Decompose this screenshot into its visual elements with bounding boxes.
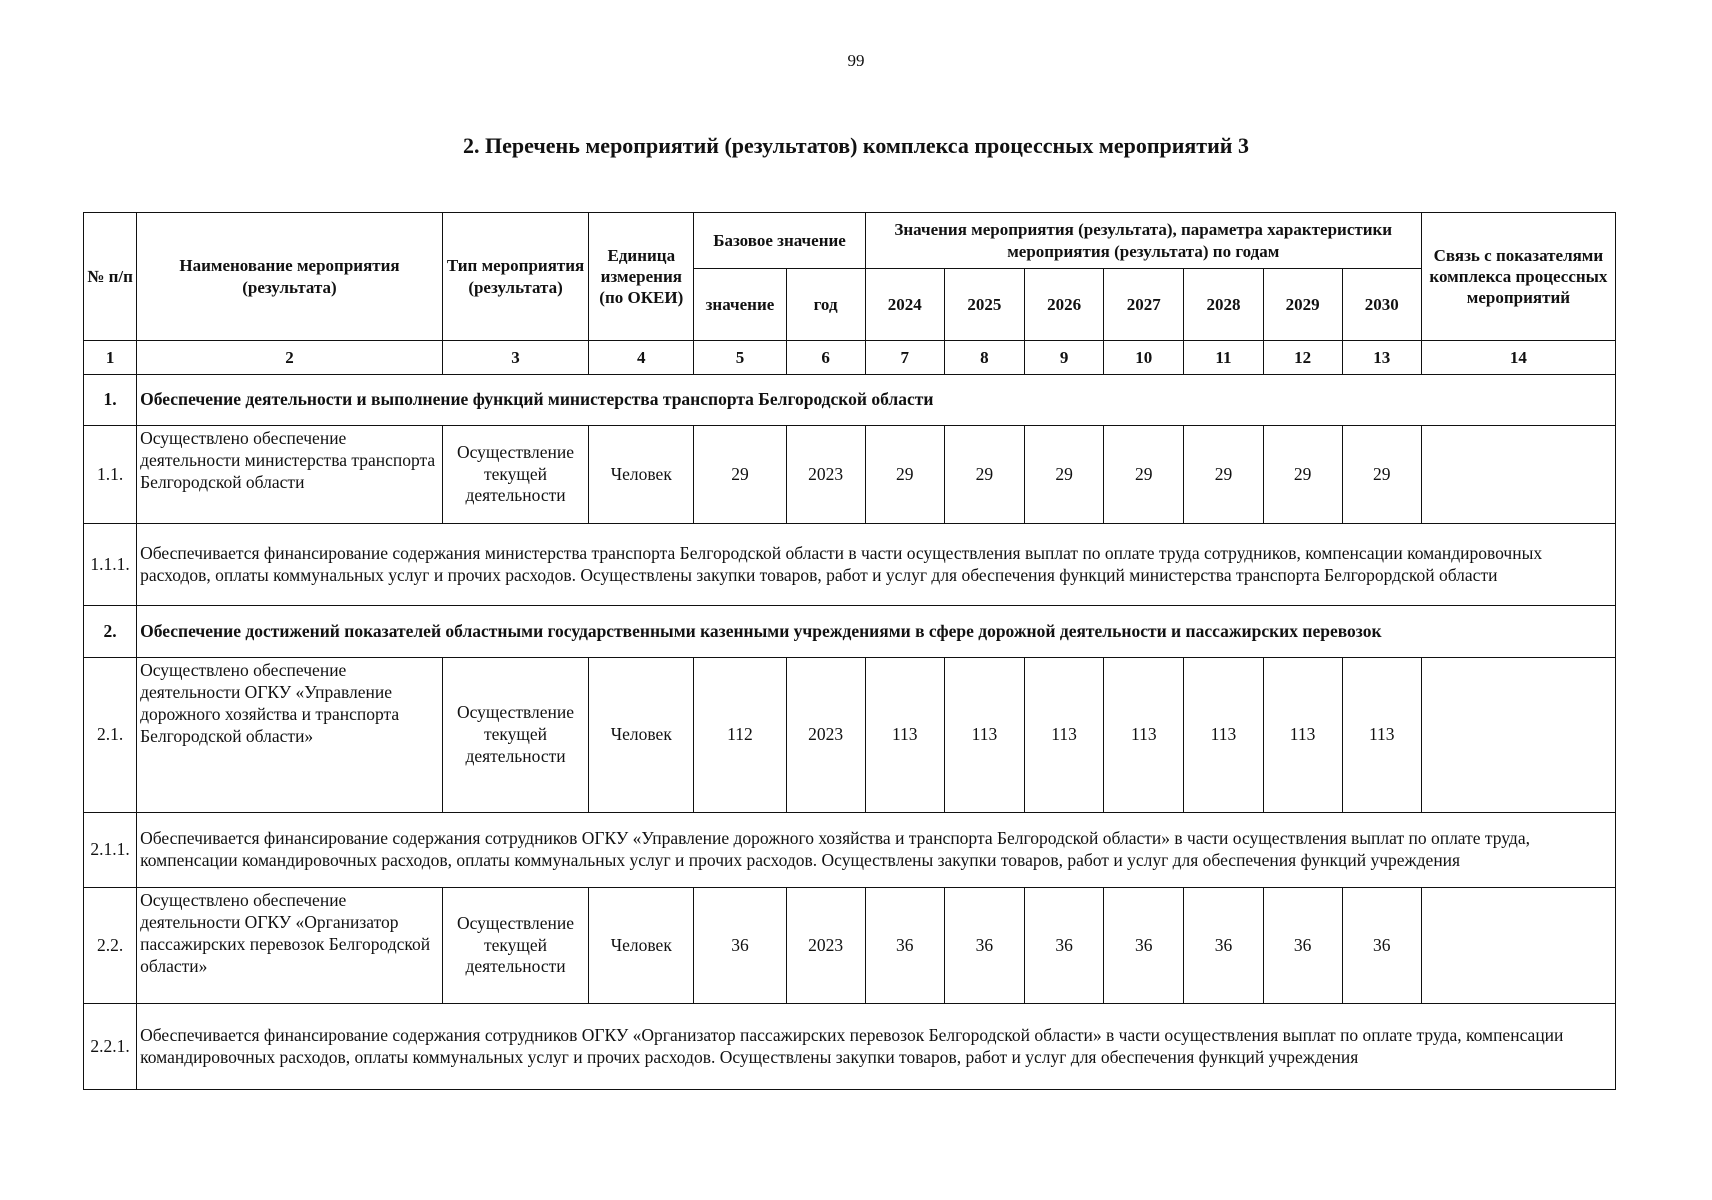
section-title: Обеспечение деятельности и выполнение функций министерства транспорта Белгородской области [137, 375, 1616, 426]
detail-num: 1.1.1. [84, 524, 137, 606]
column-number: 5 [694, 341, 786, 375]
row-value: 113 [1342, 658, 1421, 813]
row-base-value: 36 [694, 888, 786, 1004]
row-name: Осуществлено обеспечение деятельности министерства транспорта Белгородской области [137, 426, 443, 524]
row-value: 29 [1025, 426, 1104, 524]
header-num: № п/п [84, 213, 137, 341]
header-year: 2030 [1342, 269, 1421, 341]
header-type: Тип мероприятия (результата) [442, 213, 588, 341]
header-year: 2024 [865, 269, 944, 341]
section-title: Обеспечение достижений показателей областными государственными казенными учреждениями в сфере дорожной деятельности и пассажирских перевозок [137, 606, 1616, 658]
detail-row [84, 813, 1616, 888]
row-value: 29 [1342, 426, 1421, 524]
detail-text: Обеспечивается финансирование содержания сотрудников ОГКУ «Управление дорожного хозяйства и транспорта Белгородской области» в части осуществления выплат по оплате труда, компенсации командировочных расходов, оплаты коммунальных услуг и прочих расходов. Осуществлены закупки товаров, работ и услуг для обеспечения функций учреждения [137, 813, 1616, 888]
row-value: 29 [1184, 426, 1263, 524]
row-link [1421, 658, 1615, 813]
row-value: 29 [865, 426, 944, 524]
page-title: 2. Перечень мероприятий (результатов) комплекса процессных мероприятий 3 [463, 133, 1249, 158]
header-year: 2025 [944, 269, 1024, 341]
column-number: 9 [1025, 341, 1104, 375]
detail-text: Обеспечивается финансирование содержания сотрудников ОГКУ «Организатор пассажирских перевозок Белгородской области» в части осуществления выплат по оплате труда, компенсации командировочных расходов, оплаты коммунальных услуг и прочих расходов. Осуществлены закупки товаров, работ и услуг для обеспечения функций учреждения [137, 1004, 1616, 1090]
row-value: 36 [1184, 888, 1263, 1004]
detail-row [84, 524, 1616, 606]
column-number: 7 [865, 341, 944, 375]
header-name: Наименование мероприятия (результата) [137, 213, 443, 341]
table-row [84, 888, 1616, 1004]
header-base: Базовое значение [694, 213, 865, 269]
detail-num: 2.2.1. [84, 1004, 137, 1090]
column-number: 12 [1263, 341, 1342, 375]
column-number: 1 [84, 341, 137, 375]
row-type: Осуществление текущей деятельности [442, 658, 588, 813]
row-value: 36 [1104, 888, 1184, 1004]
row-value: 36 [1263, 888, 1342, 1004]
row-num: 2.2. [84, 888, 137, 1004]
column-number: 2 [137, 341, 443, 375]
row-base-value: 112 [694, 658, 786, 813]
row-type: Осуществление текущей деятельности [442, 888, 588, 1004]
row-link [1421, 426, 1615, 524]
row-value: 36 [1342, 888, 1421, 1004]
row-num: 2.1. [84, 658, 137, 813]
header-year: 2028 [1184, 269, 1263, 341]
column-number: 8 [944, 341, 1024, 375]
row-unit: Человек [589, 888, 694, 1004]
row-base-value: 29 [694, 426, 786, 524]
column-number: 11 [1184, 341, 1263, 375]
row-value: 113 [1263, 658, 1342, 813]
row-value: 36 [1025, 888, 1104, 1004]
column-number: 10 [1104, 341, 1184, 375]
row-value: 113 [1025, 658, 1104, 813]
column-number: 14 [1421, 341, 1615, 375]
row-base-year: 2023 [786, 426, 865, 524]
row-value: 29 [944, 426, 1024, 524]
header-base-value: значение [694, 269, 786, 341]
section-row [84, 375, 1616, 426]
column-number: 13 [1342, 341, 1421, 375]
row-value: 29 [1104, 426, 1184, 524]
table-row [84, 658, 1616, 813]
row-value: 113 [865, 658, 944, 813]
detail-text: Обеспечивается финансирование содержания министерства транспорта Белгородской области в части осуществления выплат по оплате труда сотрудников, компенсации командировочных расходов, оплаты коммунальных услуг и прочих расходов. Осуществлены закупки товаров, работ и услуг для обеспечения функций министерства транспорта Белгорордской области [137, 524, 1616, 606]
page-number: 99 [847, 51, 865, 70]
detail-row [84, 1004, 1616, 1090]
section-row [84, 606, 1616, 658]
header-year: 2029 [1263, 269, 1342, 341]
row-link [1421, 888, 1615, 1004]
row-base-year: 2023 [786, 658, 865, 813]
row-value: 36 [865, 888, 944, 1004]
row-value: 113 [944, 658, 1024, 813]
column-number: 4 [589, 341, 694, 375]
column-number: 6 [786, 341, 865, 375]
row-type: Осуществление текущей деятельности [442, 426, 588, 524]
row-value: 113 [1184, 658, 1263, 813]
row-name: Осуществлено обеспечение деятельности ОГКУ «Организатор пассажирских перевозок Белгородской области» [137, 888, 443, 1004]
row-value: 29 [1263, 426, 1342, 524]
column-number: 3 [442, 341, 588, 375]
row-value: 36 [944, 888, 1024, 1004]
row-unit: Человек [589, 658, 694, 813]
table-row [84, 426, 1616, 524]
section-num: 1. [84, 375, 137, 426]
row-unit: Человек [589, 426, 694, 524]
measures-table [83, 212, 1616, 1090]
section-num: 2. [84, 606, 137, 658]
row-name: Осуществлено обеспечение деятельности ОГКУ «Управление дорожного хозяйства и транспорта Белгородской области» [137, 658, 443, 813]
detail-num: 2.1.1. [84, 813, 137, 888]
header-base-year: год [786, 269, 865, 341]
header-unit: Единица измерения (по ОКЕИ) [589, 213, 694, 341]
row-value: 113 [1104, 658, 1184, 813]
header-year: 2026 [1025, 269, 1104, 341]
header-year: 2027 [1104, 269, 1184, 341]
row-num: 1.1. [84, 426, 137, 524]
header-link: Связь с показателями комплекса процессных мероприятий [1421, 213, 1615, 341]
row-base-year: 2023 [786, 888, 865, 1004]
header-values-by-year: Значения мероприятия (результата), параметра характеристики мероприятия (результата) по годам [865, 213, 1421, 269]
